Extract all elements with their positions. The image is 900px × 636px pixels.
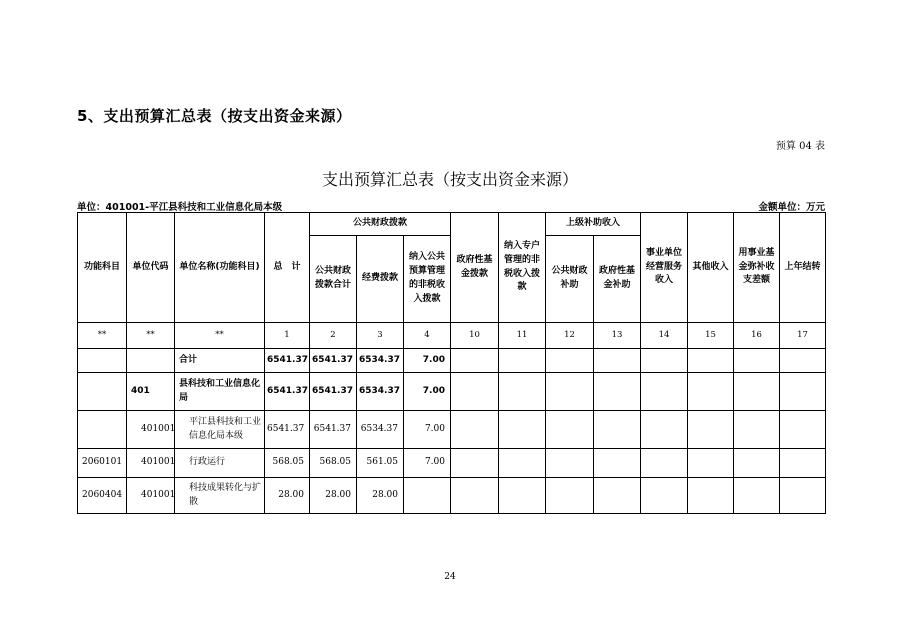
table-row: [78, 478, 826, 514]
public-total-cell: 6541.37: [310, 373, 357, 411]
header-unit-code: 单位代码: [127, 213, 175, 323]
table-code: 预算 04 表: [775, 141, 825, 152]
header-row-1: [78, 213, 826, 236]
header-nontax-special: 纳入专户管理的非税收入拨款: [499, 213, 546, 323]
header-total: 总 计: [265, 213, 310, 323]
unit-code-cell: [127, 349, 175, 373]
public-total-cell: 6541.37: [310, 411, 357, 449]
header-public-finance-total: 公共财政拨款合计: [310, 236, 357, 323]
index-cell: **: [127, 323, 175, 349]
table-row-total: [78, 349, 826, 373]
budget-table: [77, 212, 826, 514]
index-cell: 14: [641, 323, 688, 349]
total-cell: 28.00: [265, 478, 310, 514]
total-cell: 6541.37: [265, 349, 310, 373]
header-business-fund-cover: 用事业基金弥补收支差额: [734, 213, 780, 323]
func-code-cell: 2060101: [78, 449, 127, 478]
index-cell: **: [175, 323, 265, 349]
func-code-cell: [78, 411, 127, 449]
header-last-year-carryover: 上年结转: [780, 213, 826, 323]
operating-cell: 6534.37: [357, 349, 404, 373]
header-superior-public-finance: 公共财政补助: [546, 236, 594, 323]
index-cell: 15: [688, 323, 734, 349]
unit-line: 单位：401001-平江县科技和工业信息化局本级: [77, 202, 283, 213]
index-row: [78, 323, 826, 349]
total-cell: 6541.37: [265, 411, 310, 449]
unit-code-cell: 401: [127, 373, 175, 411]
index-cell: 12: [546, 323, 594, 349]
index-cell: 10: [451, 323, 499, 349]
unit-name-cell: 合计: [175, 349, 265, 373]
header-func-subject: 功能科目: [78, 213, 127, 323]
nontax-public-cell: 7.00: [404, 373, 451, 411]
total-cell: 568.05: [265, 449, 310, 478]
index-cell: **: [78, 323, 127, 349]
header-business-income: 事业单位经营服务收入: [641, 213, 688, 323]
index-cell: 1: [265, 323, 310, 349]
table-row: [78, 449, 826, 478]
amount-unit: 金额单位：万元: [758, 202, 825, 213]
public-total-cell: 568.05: [310, 449, 357, 478]
header-unit-name: 单位名称(功能科目): [175, 213, 265, 323]
index-cell: 4: [404, 323, 451, 349]
public-total-cell: 28.00: [310, 478, 357, 514]
header-nontax-public-budget: 纳入公共预算管理的非税收入拨款: [404, 236, 451, 323]
index-cell: 3: [357, 323, 404, 349]
section-heading: 5、支出预算汇总表（按支出资金来源）: [77, 107, 352, 125]
unit-code-cell: 401001: [127, 411, 175, 449]
public-total-cell: 6541.37: [310, 349, 357, 373]
operating-cell: 561.05: [357, 449, 404, 478]
index-cell: 17: [780, 323, 826, 349]
unit-name-cell: 县科技和工业信息化局: [175, 373, 265, 411]
header-other-income: 其他收入: [688, 213, 734, 323]
func-code-cell: [78, 373, 127, 411]
operating-cell: 6534.37: [357, 373, 404, 411]
index-cell: 2: [310, 323, 357, 349]
page-number: 24: [444, 572, 456, 582]
index-cell: 13: [594, 323, 641, 349]
nontax-public-cell: 7.00: [404, 411, 451, 449]
header-superior-gov-fund: 政府性基金补助: [594, 236, 641, 323]
table-row-bureau: [78, 373, 826, 411]
index-cell: 11: [499, 323, 546, 349]
table-title: 支出预算汇总表（按支出资金来源）: [321, 170, 578, 189]
unit-name-cell: 科技成果转化与扩散: [175, 478, 265, 514]
header-public-finance-group: 公共财政拨款: [310, 213, 451, 236]
unit-name-cell: 行政运行: [175, 449, 265, 478]
header-gov-fund: 政府性基金拨款: [451, 213, 499, 323]
total-cell: 6541.37: [265, 373, 310, 411]
index-cell: 16: [734, 323, 780, 349]
header-superior-subsidy-group: 上级补助收入: [546, 213, 641, 236]
unit-name-cell: 平江县科技和工业信息化局本级: [175, 411, 265, 449]
nontax-public-cell: 7.00: [404, 449, 451, 478]
nontax-public-cell: [404, 478, 451, 514]
unit-code-cell: 401001: [127, 449, 175, 478]
unit-code-cell: 401001: [127, 478, 175, 514]
func-code-cell: 2060404: [78, 478, 127, 514]
func-code-cell: [78, 349, 127, 373]
operating-cell: 6534.37: [357, 411, 404, 449]
header-operating-funds: 经费拨款: [357, 236, 404, 323]
nontax-public-cell: 7.00: [404, 349, 451, 373]
operating-cell: 28.00: [357, 478, 404, 514]
table-row-unit: [78, 411, 826, 449]
